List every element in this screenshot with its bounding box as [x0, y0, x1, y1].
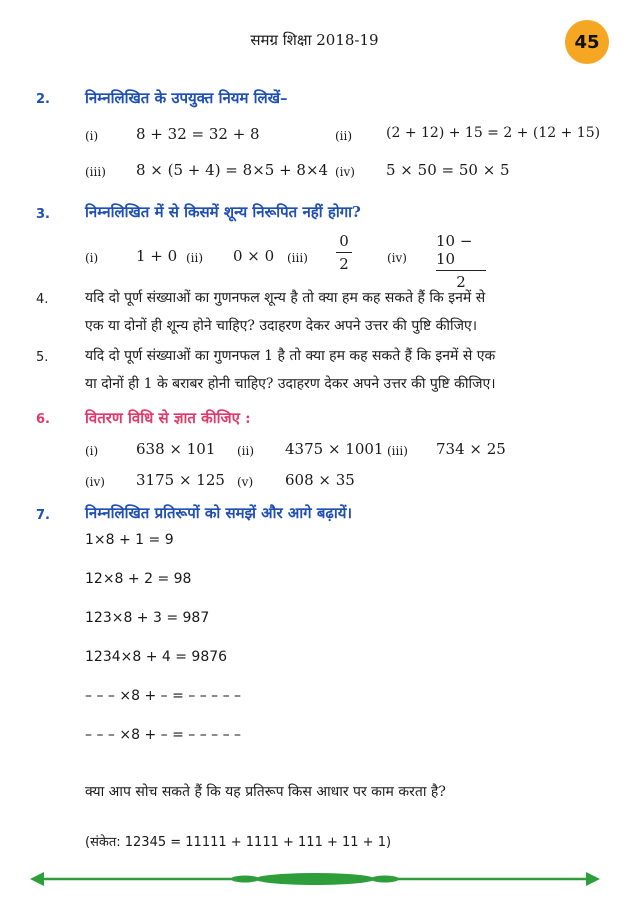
- question-6-number: 6.: [36, 412, 50, 427]
- q3-item-4-numerator: 10 − 10: [436, 232, 473, 268]
- left-arrowhead-icon: [30, 872, 44, 886]
- question-5-line-2: या दोनों ही 1 के बराबर होनी चाहिए? उदाहरण देकर अपने उत्तर की पुष्टि कीजिए।: [85, 376, 496, 392]
- q2-item-2-expr: (2 + 12) + 15 = 2 + (12 + 15): [386, 125, 601, 141]
- q3-item-2-roman: (ii): [186, 251, 204, 265]
- q3-item-3-fraction: [336, 232, 352, 273]
- q3-item-3-numerator: 0: [339, 232, 349, 250]
- q3-item-3-roman: (iii): [287, 251, 308, 265]
- q3-item-3-denominator: 2: [339, 255, 349, 273]
- q2-item-4-expr: 5 × 50 = 50 × 5: [386, 161, 510, 179]
- question-6-title: वितरण विधि से ज्ञात कीजिए :: [85, 409, 251, 427]
- pattern-line-blank-1: – – – ×8 + – = – – – – –: [85, 688, 242, 704]
- q6-item-5-roman: (v): [237, 475, 254, 489]
- question-3-title: निम्नलिखित में से किसमें शून्य निरूपित नहीं होगा?: [85, 203, 361, 221]
- q2-item-4-roman: (iv): [335, 165, 355, 179]
- left-ornament-icon: [231, 876, 259, 883]
- q2-item-3-roman: (iii): [85, 165, 106, 179]
- question-7-prompt: क्या आप सोच सकते हैं कि यह प्रतिरूप किस आधार पर काम करता है?: [85, 784, 446, 800]
- q3-item-2-expr: 0 × 0: [233, 247, 275, 265]
- page-header: समग्र शिक्षा 2018-19: [250, 31, 379, 49]
- decorative-arrow-rule: [30, 868, 600, 890]
- q6-item-1-expr: 638 × 101: [136, 440, 216, 458]
- q2-item-2-roman: (ii): [335, 129, 353, 143]
- q3-item-4-denominator: 2: [456, 273, 466, 291]
- right-arrowhead-icon: [586, 872, 600, 886]
- q3-item-4-roman: (iv): [387, 251, 407, 265]
- pattern-line-2: 12×8 + 2 = 98: [85, 571, 192, 587]
- q2-item-1-expr: 8 + 32 = 32 + 8: [136, 125, 260, 143]
- q3-item-1-roman: (i): [85, 251, 99, 265]
- question-2-title: निम्नलिखित के उपयुक्त नियम लिखें–: [85, 89, 288, 107]
- question-4-line-1: यदि दो पूर्ण संख्याओं का गुणनफल शून्य है तो क्या हम कह सकते हैं कि इनमें से: [85, 290, 486, 306]
- q6-item-3-expr: 734 × 25: [436, 440, 506, 458]
- fraction-bar: [436, 270, 486, 271]
- question-5-line-1: यदि दो पूर्ण संख्याओं का गुणनफल 1 है तो क्या हम कह सकते हैं कि इनमें से एक: [85, 348, 496, 364]
- q3-item-4-fraction: [436, 232, 486, 291]
- question-4-line-2: एक या दोनों ही शून्य होने चाहिए? उदाहरण देकर अपने उत्तर की पुष्टि कीजिए।: [85, 318, 478, 334]
- q6-item-1-roman: (i): [85, 444, 99, 458]
- question-5-number: 5.: [36, 350, 49, 365]
- question-3-number: 3.: [36, 207, 50, 222]
- pattern-line-3: 123×8 + 3 = 987: [85, 610, 210, 626]
- center-ornament-icon: [255, 873, 375, 885]
- q6-item-4-expr: 3175 × 125: [136, 471, 225, 489]
- q6-item-3-roman: (iii): [387, 444, 408, 458]
- fraction-bar: [336, 252, 352, 253]
- page-number-badge: 45: [565, 20, 609, 64]
- question-4-number: 4.: [36, 292, 49, 307]
- pattern-line-4: 1234×8 + 4 = 9876: [85, 649, 228, 665]
- pattern-line-blank-2: – – – ×8 + – = – – – – –: [85, 727, 242, 743]
- q2-item-3-expr: 8 × (5 + 4) = 8×5 + 8×4: [136, 161, 329, 179]
- question-7-number: 7.: [36, 508, 50, 523]
- pattern-line-1: 1×8 + 1 = 9: [85, 532, 174, 548]
- q6-item-2-roman: (ii): [237, 444, 255, 458]
- q6-item-2-expr: 4375 × 1001: [285, 440, 384, 458]
- q6-item-5-expr: 608 × 35: [285, 471, 355, 489]
- q3-item-1-expr: 1 + 0: [136, 247, 178, 265]
- question-7-title: निम्नलिखित प्रतिरूपों को समझें और आगे बढ़ायें।: [85, 504, 353, 522]
- q2-item-1-roman: (i): [85, 129, 99, 143]
- question-2-number: 2.: [36, 92, 50, 107]
- question-7-hint: (संकेत: 12345 = 11111 + 1111 + 111 + 11 + 1): [85, 835, 392, 850]
- right-ornament-icon: [371, 876, 399, 883]
- q6-item-4-roman: (iv): [85, 475, 105, 489]
